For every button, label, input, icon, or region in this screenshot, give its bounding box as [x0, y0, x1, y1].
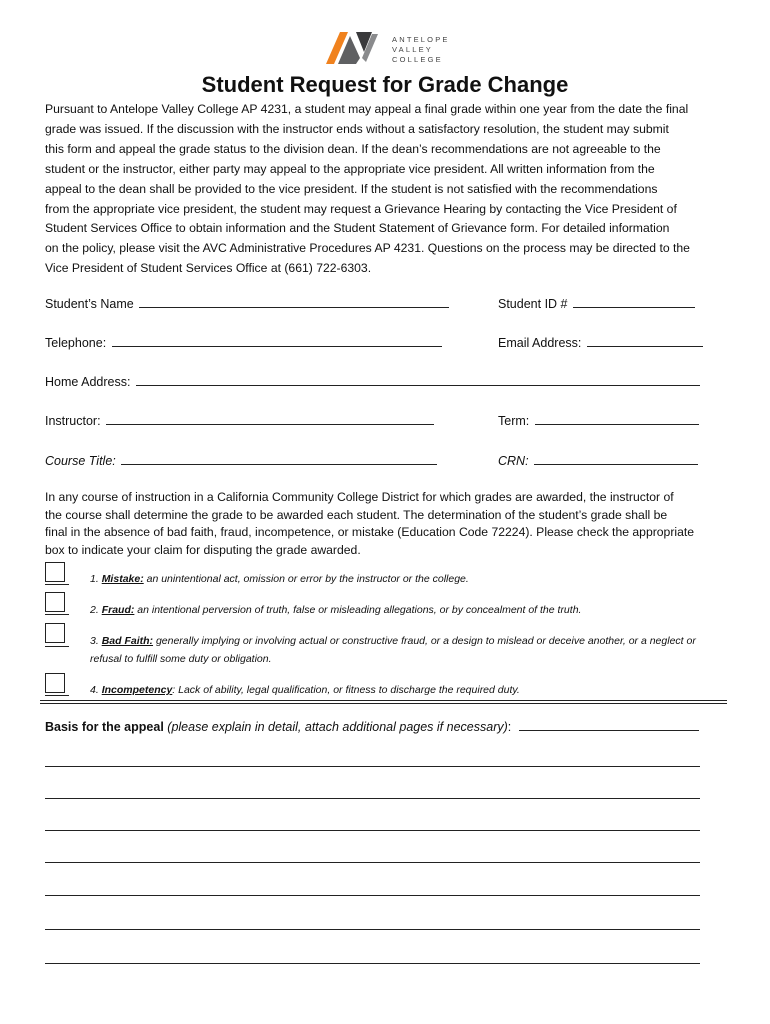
explanation-line[interactable]: [45, 963, 700, 964]
course-title-field: [45, 452, 437, 468]
mistake-checkbox[interactable]: [45, 562, 65, 582]
explanation-line[interactable]: [45, 895, 700, 896]
course-title-label: Course Title:: [45, 454, 116, 468]
student-id-field: [498, 295, 695, 311]
home-address-label: Home Address:: [45, 375, 131, 389]
student-name-label: Student’s Name: [45, 297, 134, 311]
claim-bad-faith: [90, 632, 730, 668]
email-label: Email Address:: [498, 336, 582, 350]
fraud-checkbox-underline: [45, 614, 69, 615]
claim-description: an intentional perversion of truth, false or misleading allegations, or by concealment of the truth.: [137, 604, 582, 616]
home-address-input[interactable]: [136, 373, 700, 386]
instructor-label: Instructor:: [45, 414, 101, 428]
claim-description: an unintentional act, omission or error by the instructor or the college.: [146, 573, 469, 585]
home-address-field: [45, 373, 700, 389]
explanation-line[interactable]: [45, 862, 700, 863]
claims-intro-paragraph: [45, 489, 735, 559]
claim-number: 4.: [90, 684, 99, 696]
claim-incompetency: [90, 681, 730, 699]
claim-fraud: [90, 601, 730, 619]
bad-faith-checkbox[interactable]: [45, 623, 65, 643]
claims-intro-line: the course shall determine the grade to be awarded each student. The determination of the student’s grade shall be: [45, 507, 668, 522]
claims-intro-line: final in the absence of bad faith, fraud, incompetence, or mistake (Education Code 72224). Please check the appropriate: [45, 525, 695, 540]
intro-paragraph: [45, 100, 735, 279]
claim-mistake: [90, 570, 730, 588]
email-field: [498, 334, 703, 350]
explanation-line[interactable]: [45, 798, 700, 799]
intro-line: Student Services Office to obtain information and the Student Statement of Grievance form. For detailed information: [45, 221, 670, 236]
instructor-input[interactable]: [106, 412, 434, 425]
term-label: Term:: [498, 414, 530, 428]
explanation-line[interactable]: [45, 929, 700, 930]
claim-term: Incompetency: [101, 684, 173, 696]
intro-line: this form and appeal the grade status to the division dean. If the dean’s recommendations are not agreeable to the: [45, 141, 661, 156]
student-name-input[interactable]: [139, 295, 449, 308]
claim-term: Bad Faith:: [101, 635, 154, 647]
term-field: [498, 412, 699, 428]
intro-line: from the appropriate vice president, the student may request a Grievance Hearing by contacting the Vice President of: [45, 201, 677, 216]
logo-line-2: VALLEY: [392, 45, 433, 54]
basis-colon: :: [507, 720, 512, 734]
claim-description: : Lack of ability, legal qualification, or fitness to discharge the required duty.: [172, 684, 520, 696]
intro-line: student or the instructor, either party may appeal to the appropriate vice president. All written information from the: [45, 161, 655, 176]
basis-hint: (please explain in detail, attach additional pages if necessary): [167, 720, 508, 734]
course-title-input[interactable]: [121, 452, 437, 465]
email-input[interactable]: [587, 334, 703, 347]
mistake-checkbox-underline: [45, 584, 69, 585]
telephone-label: Telephone:: [45, 336, 107, 350]
logo-line-1: ANTELOPE: [392, 35, 450, 44]
intro-line: appeal to the dean shall be provided to the vice president. If the student is not satisfied with the recommendations: [45, 181, 658, 196]
claim-term: Fraud:: [101, 604, 135, 616]
explanation-line[interactable]: [45, 830, 700, 831]
intro-line: on the policy, please visit the AVC Administrative Procedures AP 4231. Questions on the process may be directed to the: [45, 241, 690, 256]
section-divider: [40, 703, 727, 704]
claims-intro-line: In any course of instruction in a California Community College District for which grades are awarded, the instructor of: [45, 490, 674, 504]
incompetency-checkbox-underline: [45, 695, 69, 696]
term-input[interactable]: [535, 412, 699, 425]
fraud-checkbox[interactable]: [45, 592, 65, 612]
crn-label: CRN:: [498, 454, 529, 468]
claim-number: 2.: [90, 604, 99, 616]
student-id-input[interactable]: [573, 295, 695, 308]
intro-line: grade was issued. If the discussion with the instructor ends without a satisfactory resolution, the student may submit: [45, 121, 669, 136]
claim-number: 1.: [90, 573, 99, 585]
claims-intro-line: box to indicate your claim for disputing the grade awarded.: [45, 542, 361, 557]
form-title: Student Request for Grade Change: [201, 72, 569, 97]
claim-description: generally implying or involving actual or constructive fraud, or a design to mislead or deceive another, or a neglect or refusal to fulfill some duty or obligation.: [90, 635, 696, 665]
claim-number: 3.: [90, 635, 99, 647]
intro-line: Vice President of Student Services Office at (661) 722-6303.: [45, 261, 372, 276]
incompetency-checkbox[interactable]: [45, 673, 65, 693]
claim-term: Mistake:: [101, 573, 144, 585]
student-id-label: Student ID #: [498, 297, 568, 311]
telephone-input[interactable]: [112, 334, 442, 347]
intro-line: Pursuant to Antelope Valley College AP 4231, a student may appeal a final grade within one year from the date the final: [45, 102, 689, 116]
explanation-line[interactable]: [45, 766, 700, 767]
instructor-field: [45, 412, 434, 428]
basis-first-line-input[interactable]: [519, 718, 699, 731]
student-name-field: [45, 295, 449, 311]
crn-input[interactable]: [534, 452, 698, 465]
basis-label: Basis for the appeal: [45, 720, 164, 734]
logo-line-3: COLLEGE: [392, 55, 443, 64]
bad-faith-checkbox-underline: [45, 646, 69, 647]
basis-for-appeal: [45, 718, 699, 734]
section-divider: [40, 700, 727, 701]
telephone-field: [45, 334, 442, 350]
logo-wordmark: [392, 35, 450, 65]
crn-field: [498, 452, 698, 468]
